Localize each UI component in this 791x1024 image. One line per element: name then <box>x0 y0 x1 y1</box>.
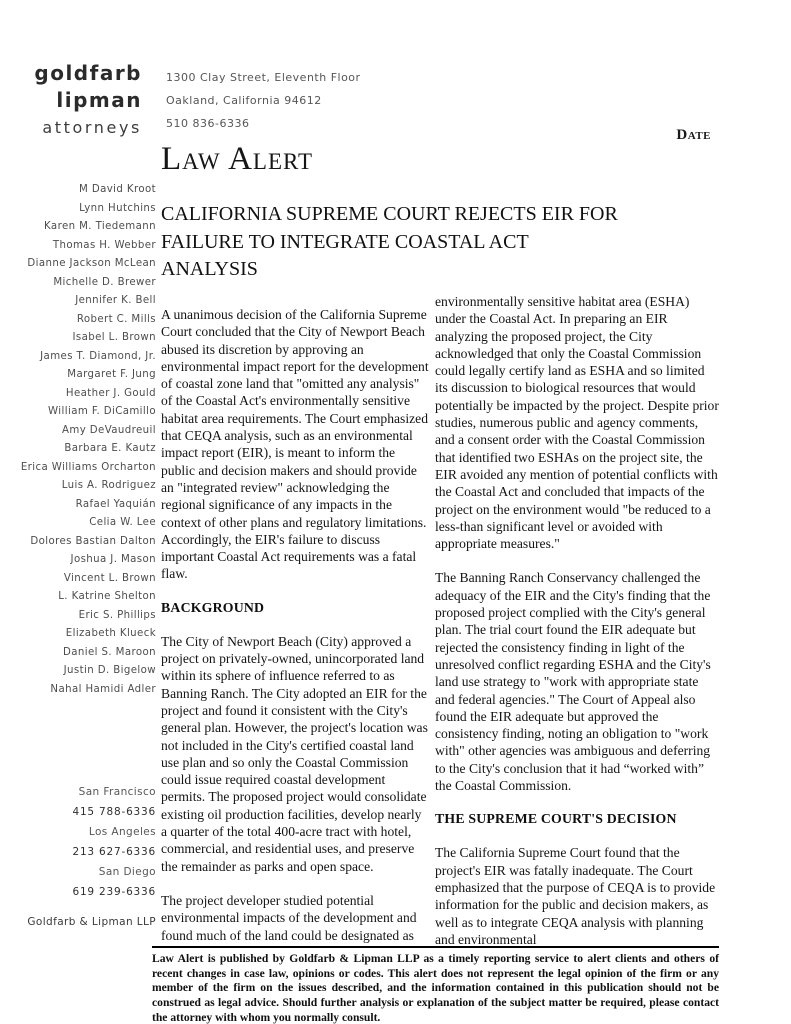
attorney-name: Daniel S. Maroon <box>63 646 156 658</box>
attorney-name: Eric S. Phillips <box>78 609 156 621</box>
office-city: Los Angeles <box>88 826 156 838</box>
office-city: San Diego <box>98 866 156 878</box>
article-headline <box>161 201 736 284</box>
attorney-name: Amy DeVaudreuil <box>62 424 156 436</box>
headline-line-3: ANALYSIS <box>161 258 258 280</box>
attorney-name: Rafael Yaquián <box>75 498 156 510</box>
section-heading: THE SUPREME COURT'S DECISION <box>435 811 677 827</box>
logo-line-attorneys: attorneys <box>42 118 142 137</box>
firm-signature: Goldfarb & Lipman LLP <box>27 916 156 928</box>
paragraph: environmentally sensitive habitat area (ESHA) under the Coastal Act. In preparing an EIR analyzing the proposed project, the City acknowledged that only the Coastal Commission could legally certify land as ESHA and so limited its discussion to biological resources that would potentially be impacted by the project. Despite prior studies, numerous public and agency comments, and a consent order with the Coastal Commission that identified two ESHAs on the project site, the EIR avoided any mention of potential conflicts with the Coastal Act and concluded that impacts of the project on the environment would "be reduced to a less-than significant level or avoided with appropriate measures." <box>435 294 719 552</box>
attorney-name: Jennifer K. Bell <box>75 295 156 306</box>
attorney-name: Joshua J. Mason <box>70 554 156 565</box>
firm-contact-block <box>166 66 361 135</box>
date-label: Date <box>676 127 711 143</box>
attorney-name: Nahal Hamidi Adler <box>50 683 156 695</box>
office-phone: 619 239-6336 <box>72 886 156 898</box>
attorney-name: Luis A. Rodriguez <box>61 480 156 491</box>
attorney-list <box>0 181 156 699</box>
headline-line-1: CALIFORNIA SUPREME COURT REJECTS EIR FOR <box>161 203 618 225</box>
attorney-name: William F. DiCamillo <box>48 406 156 417</box>
attorney-name: Margaret F. Jung <box>67 369 156 380</box>
section-heading: BACKGROUND <box>161 599 265 615</box>
attorney-name: Elizabeth Klueck <box>65 628 156 639</box>
attorney-name: M David Kroot <box>79 184 156 195</box>
paragraph: The City of Newport Beach (City) approved a project on privately-owned, unincorporated land within its sphere of influence referred to as Banning Ranch. The City adopted an EIR for the project and found it consistent with the City's general plan. However, the project's location was not included in the City's certified coastal land use plan and so only the Coastal Commission could issue required coastal development permits. The proposed project would consolidate existing oil production facilities, develop nearly a quarter of the total 400-acre tract with hotel, commercial, and residential uses, and preserve the remainder as parks and open space. <box>161 633 428 874</box>
attorney-name: Isabel L. Brown <box>72 332 156 343</box>
attorney-name: Lynn Hutchins <box>79 202 156 214</box>
logo-line-lipman: lipman <box>56 88 142 112</box>
attorney-name: Robert C. Mills <box>76 313 156 325</box>
logo-line-goldfarb: goldfarb <box>34 61 142 85</box>
article-body <box>161 293 719 965</box>
attorney-name: Celia W. Lee <box>89 517 156 528</box>
attorney-name: Dolores Bastian Dalton <box>30 535 156 547</box>
attorney-name: Karen M. Tiedemann <box>44 221 156 232</box>
contact-address-line-2: Oakland, California 94612 <box>166 94 322 107</box>
attorney-name: James T. Diamond, Jr. <box>40 350 156 362</box>
attorney-name: Dianne Jackson McLean <box>27 258 156 269</box>
office-phone: 415 788-6336 <box>72 806 156 818</box>
footer-disclaimer: Law Alert is published by Goldfarb & Lipman LLP as a timely reporting service to alert clients and others of recent changes in case law, opinions or codes. This alert does not represent the legal opinion of the firm or any member of the firm on the issues described, and the information contained in this publication should not be construed as legal advice. Should further analysis or explanation of the subject matter be required, please contact the attorney with whom you normally consult. <box>152 946 719 1024</box>
office-list <box>0 782 156 902</box>
paragraph: The California Supreme Court found that the project's EIR was fatally inadequate. The Court emphasized that the purpose of CEQA is to provide information for the public and decision makers, as well as to integrate CEQA analysis with planning and environmental <box>435 845 716 947</box>
office-city: San Francisco <box>78 786 156 798</box>
attorney-name: Barbara E. Kautz <box>64 443 156 454</box>
attorney-name: L. Katrine Shelton <box>58 591 156 602</box>
paragraph: The Banning Ranch Conservancy challenged the adequacy of the EIR and the City's finding that the proposed project complied with the City's general plan. The trial court found the EIR adequate but rejected the consistency finding in light of the unresolved conflict regarding ESHA and the City's land use strategy to "work with appropriate state and federal agencies." The Court of Appeal also found the EIR adequate but approved the consistency finding, noting an obligation to "work with" other agencies was ambiguous and deferring to the City's conclusion that it had “worked with” the Coastal Commission. <box>435 570 711 794</box>
article-column-left <box>161 293 429 965</box>
office-phone: 213 627-6336 <box>72 846 156 858</box>
attorney-name: Michelle D. Brewer <box>53 276 156 288</box>
page-title: Law Alert <box>161 141 314 177</box>
firm-logo <box>18 60 142 142</box>
attorney-name: Heather J. Gould <box>65 387 156 399</box>
attorney-name: Erica Williams Orcharton <box>20 461 156 473</box>
contact-address-line-1: 1300 Clay Street, Eleventh Floor <box>166 71 361 84</box>
contact-phone: 510 836-6336 <box>166 117 250 130</box>
attorney-name: Thomas H. Webber <box>52 239 156 251</box>
paragraph: The project developer studied potential environmental impacts of the development and found much of the land could be designated as <box>161 892 417 943</box>
attorney-name: Justin D. Bigelow <box>63 665 156 676</box>
article-column-right <box>435 293 719 965</box>
attorney-name: Vincent L. Brown <box>63 572 156 584</box>
headline-line-2: FAILURE TO INTEGRATE COASTAL ACT <box>161 230 529 253</box>
paragraph: A unanimous decision of the California Supreme Court concluded that the City of Newport Beach abused its discretion by approving an environmental impact report for the development of coastal zone land that "omitted any analysis" of the Coastal Act's environmentally sensitive habitat area requirements. The Court emphasized that CEQA analysis, such as an environmental impact report (EIR), is meant to inform the public and decision makers and should provide an "integrated review" acknowledging the regional significance of any impacts in the context of other plans and regulatory limitations. Accordingly, the EIR's failure to discuss important Coastal Act requirements was a fatal flaw. <box>161 307 429 582</box>
